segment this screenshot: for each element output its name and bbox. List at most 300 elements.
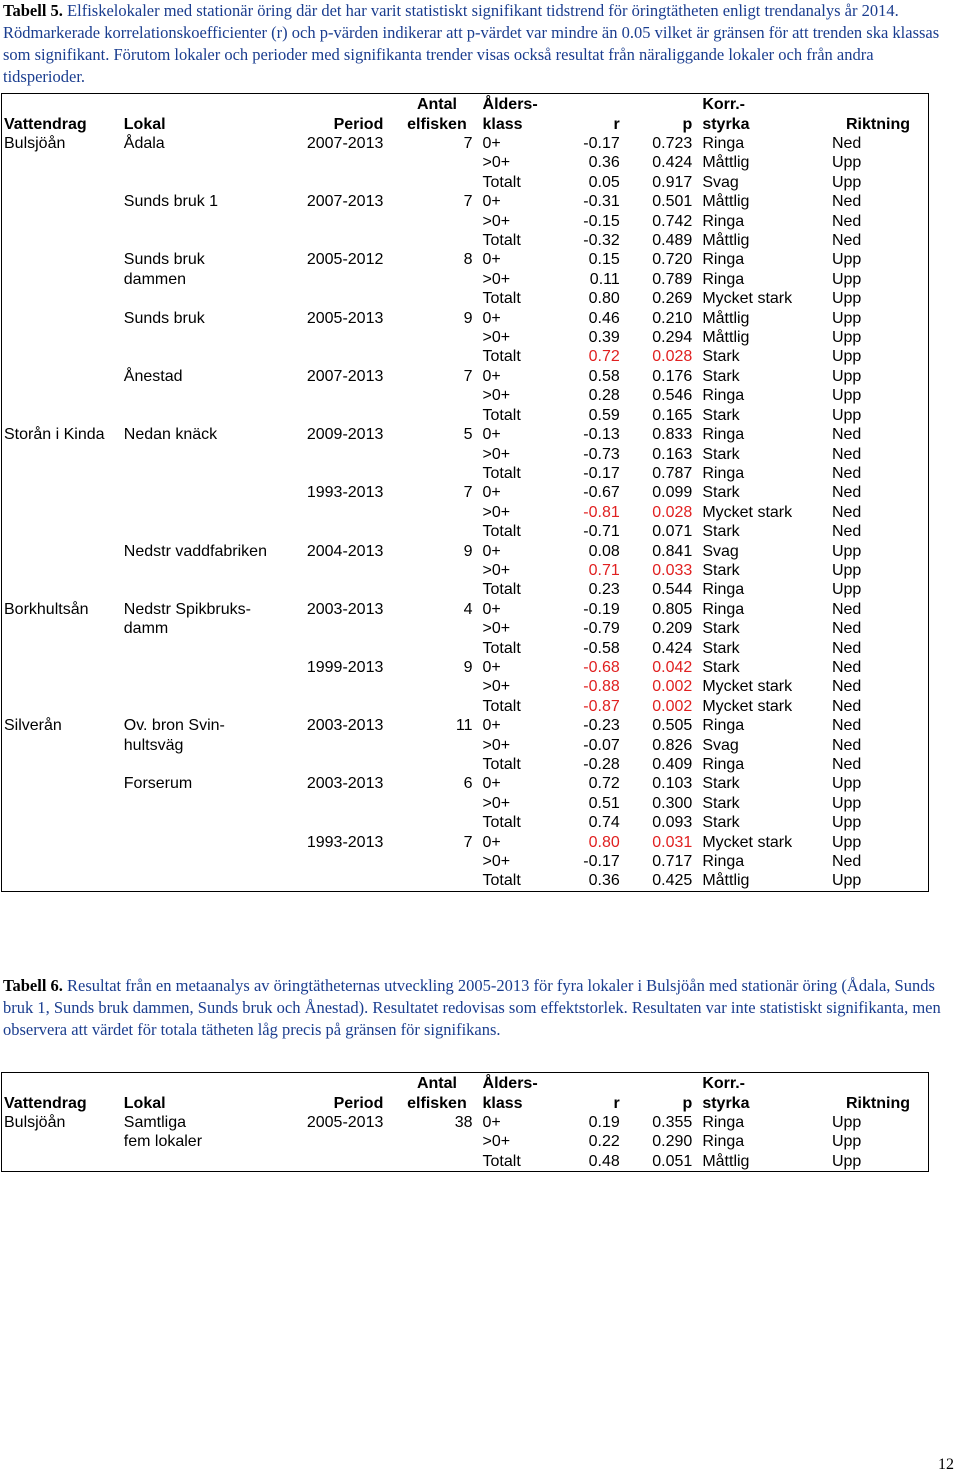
cell-lokal [122, 483, 288, 502]
cell-lokal [122, 212, 288, 231]
cell-alder: Totalt [482, 232, 521, 250]
cell-r: -0.07 [583, 736, 620, 754]
table6 [1, 1072, 929, 1172]
cell-lokal [122, 561, 288, 580]
cell-riktning: Ned [831, 736, 862, 754]
cell-alder: Totalt [482, 348, 521, 366]
cell-riktning: Upp [831, 406, 862, 424]
cell-vattendrag [2, 367, 122, 386]
header-riktning: Riktning [846, 1094, 910, 1112]
cell-vattendrag [2, 153, 122, 172]
cell-p: 0.300 [652, 794, 693, 812]
cell-p: 0.099 [652, 484, 693, 502]
cell-p: 0.290 [652, 1133, 693, 1151]
cell-vattendrag [2, 406, 122, 425]
cell-period [288, 697, 392, 716]
cell-riktning: Upp [831, 833, 862, 851]
cell-period: 2003-2013 [306, 775, 384, 793]
table-row [2, 192, 929, 211]
cell-p: 0.028 [652, 348, 693, 366]
cell-period: 1993-2013 [306, 833, 384, 851]
cell-r: -0.81 [583, 503, 620, 521]
table-row [2, 250, 929, 269]
cell-riktning: Ned [831, 639, 862, 657]
table-row [2, 153, 929, 172]
cell-riktning: Ned [831, 232, 862, 250]
cell-antal [391, 522, 480, 541]
cell-vattendrag [2, 522, 122, 541]
cell-lokal [122, 1152, 288, 1172]
table-row [2, 1113, 929, 1132]
cell-riktning: Upp [831, 872, 862, 890]
cell-vattendrag [2, 270, 122, 289]
cell-antal: 4 [463, 600, 473, 618]
cell-vattendrag [2, 328, 122, 347]
cell-korr: Stark [702, 348, 740, 366]
cell-korr: Måttlig [702, 1152, 750, 1170]
cell-alder: 0+ [482, 251, 501, 269]
cell-alder: >0+ [482, 212, 511, 230]
cell-lokal [122, 871, 288, 891]
cell-p: 0.165 [652, 406, 693, 424]
cell-period [288, 464, 392, 483]
header-antal [391, 94, 480, 135]
cell-r: -0.68 [583, 658, 620, 676]
cell-r: 0.36 [588, 872, 620, 890]
cell-korr: Stark [702, 775, 740, 793]
cell-r: -0.17 [583, 464, 620, 482]
table-row [2, 464, 929, 483]
cell-riktning: Ned [831, 756, 862, 773]
cell-alder: 0+ [482, 135, 501, 152]
cell-riktning: Upp [831, 270, 862, 288]
cell-riktning: Upp [831, 775, 862, 793]
cell-vattendrag [2, 658, 122, 677]
cell-period [288, 639, 392, 658]
cell-antal: 38 [454, 1114, 473, 1131]
cell-vattendrag [2, 813, 122, 832]
cell-p: 0.042 [652, 658, 693, 676]
cell-lokal [122, 328, 288, 347]
cell-p: 0.269 [652, 290, 693, 308]
cell-vattendrag [2, 871, 122, 891]
cell-r: 0.28 [588, 387, 620, 405]
cell-korr: Svag [702, 736, 739, 754]
cell-period [288, 173, 392, 192]
cell-r: -0.17 [583, 853, 620, 871]
cell-alder: 0+ [482, 426, 501, 444]
cell-period [288, 445, 392, 464]
header-antal-line2: elfisken [407, 115, 467, 133]
table-row [2, 736, 929, 755]
cell-lokal: Sunds bruk 1 [123, 193, 219, 211]
cell-alder: Totalt [482, 523, 521, 541]
cell-vattendrag [2, 464, 122, 483]
table6-caption [3, 975, 953, 1041]
cell-antal [391, 270, 480, 289]
header-korr [700, 94, 830, 135]
cell-lokal [122, 464, 288, 483]
table-row [2, 347, 929, 366]
table-row [2, 309, 929, 328]
cell-vattendrag [2, 289, 122, 308]
cell-riktning: Ned [831, 620, 862, 638]
cell-antal [391, 1152, 480, 1172]
table5-body [2, 134, 929, 891]
cell-korr: Måttlig [702, 872, 750, 890]
cell-antal: 11 [455, 717, 473, 735]
cell-lokal: Nedstr Spikbruks- [123, 600, 251, 618]
table-row [2, 755, 929, 774]
cell-korr: Mycket stark [702, 290, 793, 308]
cell-antal [391, 328, 480, 347]
cell-p: 0.294 [652, 329, 693, 347]
cell-korr: Måttlig [702, 154, 750, 172]
cell-p: 0.789 [652, 270, 693, 288]
table5-caption-label: Tabell 5. [3, 1, 63, 20]
cell-r: 0.72 [588, 775, 620, 793]
cell-p: 0.031 [652, 833, 693, 851]
cell-p: 0.546 [652, 387, 693, 405]
cell-antal [391, 755, 480, 774]
cell-lokal [122, 153, 288, 172]
cell-r: -0.31 [583, 193, 620, 211]
cell-antal [391, 231, 480, 250]
cell-p: 0.033 [652, 561, 693, 579]
cell-r: 0.15 [588, 251, 620, 269]
cell-lokal [122, 639, 288, 658]
table-row [2, 716, 929, 735]
cell-antal: 7 [463, 193, 473, 211]
cell-antal [391, 619, 480, 638]
cell-period: 2009-2013 [306, 426, 384, 444]
cell-lokal: dammen [123, 270, 187, 288]
cell-lokal [122, 833, 288, 852]
header-lokal: Lokal [123, 1094, 166, 1112]
cell-period [288, 755, 392, 774]
cell-r: 0.48 [588, 1152, 620, 1170]
table-row [2, 619, 929, 638]
cell-antal: 7 [463, 135, 473, 152]
table-row [2, 852, 929, 871]
cell-lokal [122, 522, 288, 541]
cell-period [288, 153, 392, 172]
cell-korr: Mycket stark [702, 503, 793, 521]
cell-period [288, 619, 392, 638]
cell-riktning: Upp [831, 154, 862, 172]
cell-alder: 0+ [482, 484, 501, 502]
cell-alder: 0+ [482, 367, 501, 385]
cell-antal: 9 [463, 309, 473, 327]
cell-vattendrag [2, 580, 122, 599]
cell-r: 0.19 [588, 1114, 620, 1131]
cell-antal [391, 639, 480, 658]
cell-period [288, 212, 392, 231]
cell-antal: 8 [463, 251, 473, 269]
table-row [2, 794, 929, 813]
cell-antal [391, 852, 480, 871]
header-p: p [682, 115, 693, 133]
cell-riktning: Upp [831, 1152, 862, 1170]
cell-alder: Totalt [482, 697, 521, 715]
cell-period [288, 1132, 392, 1151]
cell-r: -0.28 [583, 756, 620, 773]
table-row [2, 871, 929, 891]
cell-korr: Stark [702, 620, 740, 638]
cell-p: 0.093 [652, 814, 693, 832]
cell-p: 0.742 [652, 212, 693, 230]
header-korr-line2: styrka [702, 1094, 750, 1112]
cell-r: 0.05 [588, 173, 620, 191]
header-antal-line1: Antal [416, 96, 457, 113]
header-vattendrag: Vattendrag [4, 1094, 87, 1112]
cell-r: -0.23 [583, 717, 620, 735]
cell-antal [391, 173, 480, 192]
cell-lokal: Ov. bron Svin- [123, 717, 225, 735]
table-row [2, 367, 929, 386]
cell-lokal: Forserum [123, 775, 193, 793]
cell-vattendrag [2, 697, 122, 716]
table-row [2, 658, 929, 677]
cell-antal: 7 [463, 833, 473, 851]
cell-alder: Totalt [482, 464, 521, 482]
cell-p: 0.505 [652, 717, 693, 735]
cell-korr: Ringa [702, 135, 745, 152]
cell-lokal: Nedstr vaddfabriken [123, 542, 267, 560]
cell-r: -0.13 [583, 426, 620, 444]
cell-lokal [122, 173, 288, 192]
header-korr-line2: styrka [702, 115, 750, 133]
cell-vattendrag [2, 639, 122, 658]
cell-riktning: Ned [831, 658, 862, 676]
page-number: 12 [938, 1456, 954, 1473]
header-korr-line1: Korr.- [702, 1075, 745, 1092]
cell-period [288, 794, 392, 813]
cell-antal [391, 561, 480, 580]
header-alder-line1: Ålders- [482, 1075, 538, 1092]
cell-riktning: Upp [831, 814, 862, 832]
cell-korr: Ringa [702, 600, 745, 618]
cell-riktning: Upp [831, 542, 862, 560]
cell-alder: >0+ [482, 154, 511, 172]
cell-riktning: Ned [831, 717, 862, 735]
cell-korr: Ringa [702, 1114, 745, 1131]
cell-r: -0.67 [583, 484, 620, 502]
header-antal [391, 1073, 480, 1114]
cell-alder: Totalt [482, 173, 521, 191]
cell-r: 0.36 [588, 154, 620, 172]
cell-korr: Måttlig [702, 193, 750, 211]
cell-riktning: Ned [831, 212, 862, 230]
cell-antal [391, 386, 480, 405]
cell-vattendrag [2, 794, 122, 813]
table-row [2, 483, 929, 502]
cell-period: 1993-2013 [306, 484, 384, 502]
cell-riktning: Ned [831, 523, 862, 541]
cell-p: 0.501 [652, 193, 693, 211]
cell-p: 0.210 [652, 309, 693, 327]
cell-vattendrag [2, 192, 122, 211]
table-row [2, 212, 929, 231]
cell-korr: Mycket stark [702, 833, 793, 851]
cell-riktning: Upp [831, 329, 862, 347]
cell-p: 0.489 [652, 232, 693, 250]
cell-korr: Ringa [702, 464, 745, 482]
cell-r: -0.17 [583, 135, 620, 152]
cell-period [288, 871, 392, 891]
cell-r: 0.51 [588, 794, 620, 812]
cell-period [288, 231, 392, 250]
cell-korr: Ringa [702, 426, 745, 444]
header-korr [700, 1073, 830, 1114]
cell-antal [391, 580, 480, 599]
cell-p: 0.544 [652, 581, 693, 599]
cell-lokal [122, 677, 288, 696]
cell-period [288, 328, 392, 347]
table-row [2, 697, 929, 716]
cell-riktning: Upp [831, 1133, 862, 1151]
table-row [2, 425, 929, 444]
cell-r: -0.79 [583, 620, 620, 638]
cell-antal: 6 [463, 775, 473, 793]
cell-korr: Mycket stark [702, 697, 793, 715]
cell-r: 0.22 [588, 1133, 620, 1151]
cell-alder: 0+ [482, 1114, 501, 1131]
cell-antal [391, 736, 480, 755]
table-row [2, 386, 929, 405]
cell-lokal: damm [123, 620, 169, 638]
cell-korr: Stark [702, 367, 740, 385]
table-row [2, 813, 929, 832]
cell-r: 0.08 [588, 542, 620, 560]
cell-lokal [122, 697, 288, 716]
cell-alder: Totalt [482, 581, 521, 599]
cell-lokal [122, 852, 288, 871]
cell-alder: >0+ [482, 387, 511, 405]
cell-alder: >0+ [482, 561, 511, 579]
table-row [2, 542, 929, 561]
cell-korr: Stark [702, 814, 740, 832]
cell-period: 2004-2013 [306, 542, 384, 560]
table-row [2, 328, 929, 347]
cell-lokal: Sunds bruk [123, 309, 205, 327]
cell-p: 0.833 [652, 426, 693, 444]
cell-alder: Totalt [482, 639, 521, 657]
cell-p: 0.841 [652, 542, 693, 560]
cell-riktning: Upp [831, 173, 862, 191]
cell-period [288, 852, 392, 871]
cell-vattendrag: Bulsjöån [4, 135, 66, 152]
cell-vattendrag [2, 1132, 122, 1151]
cell-vattendrag [2, 774, 122, 793]
cell-riktning: Upp [831, 581, 862, 599]
cell-r: 0.74 [588, 814, 620, 832]
header-alder-line2: klass [482, 115, 523, 133]
cell-alder: Totalt [482, 756, 521, 773]
cell-lokal [122, 347, 288, 366]
cell-period: 2007-2013 [306, 135, 384, 152]
header-antal-line2: elfisken [407, 1094, 467, 1112]
table6-caption-text: Resultat från en metaanalys av öringtätheternas utveckling 2005-2013 för fyra lokaler i Bulsjöån med stationär öring (Ådala, Sunds bruk 1, Sunds bruk dammen, Sunds bruk och Ånestad). Resultatet redovisas som effektstorlek. Resultaten var inte statistiskt signifikanta, men observera att värdet för totala tätheten låg precis på gränsen för signifikans. [3, 976, 941, 1039]
cell-period [288, 406, 392, 425]
cell-korr: Stark [702, 445, 740, 463]
cell-riktning: Ned [831, 464, 862, 482]
table5-header-row [2, 94, 929, 135]
cell-vattendrag [2, 212, 122, 231]
cell-p: 0.103 [652, 775, 693, 793]
cell-alder: >0+ [482, 620, 511, 638]
cell-period [288, 386, 392, 405]
cell-alder: >0+ [482, 853, 511, 871]
cell-period: 2005-2012 [306, 251, 384, 269]
cell-antal [391, 813, 480, 832]
cell-p: 0.002 [652, 678, 693, 696]
header-antal-line1: Antal [416, 1075, 457, 1092]
table-row [2, 289, 929, 308]
cell-antal [391, 677, 480, 696]
table-row [2, 231, 929, 250]
cell-antal [391, 794, 480, 813]
cell-korr: Ringa [702, 853, 745, 871]
table-row [2, 270, 929, 289]
cell-p: 0.425 [652, 872, 693, 890]
cell-p: 0.717 [652, 853, 693, 871]
cell-period [288, 270, 392, 289]
cell-r: 0.23 [588, 581, 620, 599]
cell-antal: 7 [463, 367, 473, 385]
cell-riktning: Upp [831, 290, 862, 308]
cell-vattendrag [2, 833, 122, 852]
table-row [2, 1132, 929, 1151]
cell-alder: >0+ [482, 794, 511, 812]
cell-lokal: Nedan knäck [123, 426, 218, 444]
cell-p: 0.409 [652, 756, 693, 773]
cell-korr: Ringa [702, 212, 745, 230]
cell-antal [391, 445, 480, 464]
cell-lokal [122, 231, 288, 250]
cell-korr: Måttlig [702, 232, 750, 250]
cell-riktning: Ned [831, 697, 862, 715]
cell-vattendrag [2, 561, 122, 580]
cell-r: -0.32 [583, 232, 620, 250]
header-alder-line2: klass [482, 1094, 523, 1112]
cell-r: 0.80 [588, 833, 620, 851]
cell-vattendrag [2, 347, 122, 366]
cell-r: 0.71 [588, 561, 620, 579]
cell-korr: Svag [702, 173, 739, 191]
header-p: p [682, 1094, 693, 1112]
table5 [1, 93, 929, 892]
cell-alder: Totalt [482, 1152, 521, 1170]
cell-p: 0.723 [652, 135, 693, 152]
cell-vattendrag: Storån i Kinda [4, 426, 105, 444]
cell-riktning: Upp [831, 367, 862, 385]
cell-lokal: Ådala [123, 135, 165, 152]
cell-r: 0.58 [588, 367, 620, 385]
cell-period: 2005-2013 [306, 309, 384, 327]
header-alder [481, 94, 560, 135]
cell-lokal [122, 658, 288, 677]
cell-alder: 0+ [482, 775, 501, 793]
cell-alder: Totalt [482, 872, 521, 890]
table-row [2, 406, 929, 425]
cell-riktning: Upp [831, 1114, 862, 1131]
cell-antal [391, 503, 480, 522]
cell-alder: >0+ [482, 736, 511, 754]
cell-alder: 0+ [482, 309, 501, 327]
table6-body [2, 1113, 929, 1172]
table-row [2, 833, 929, 852]
